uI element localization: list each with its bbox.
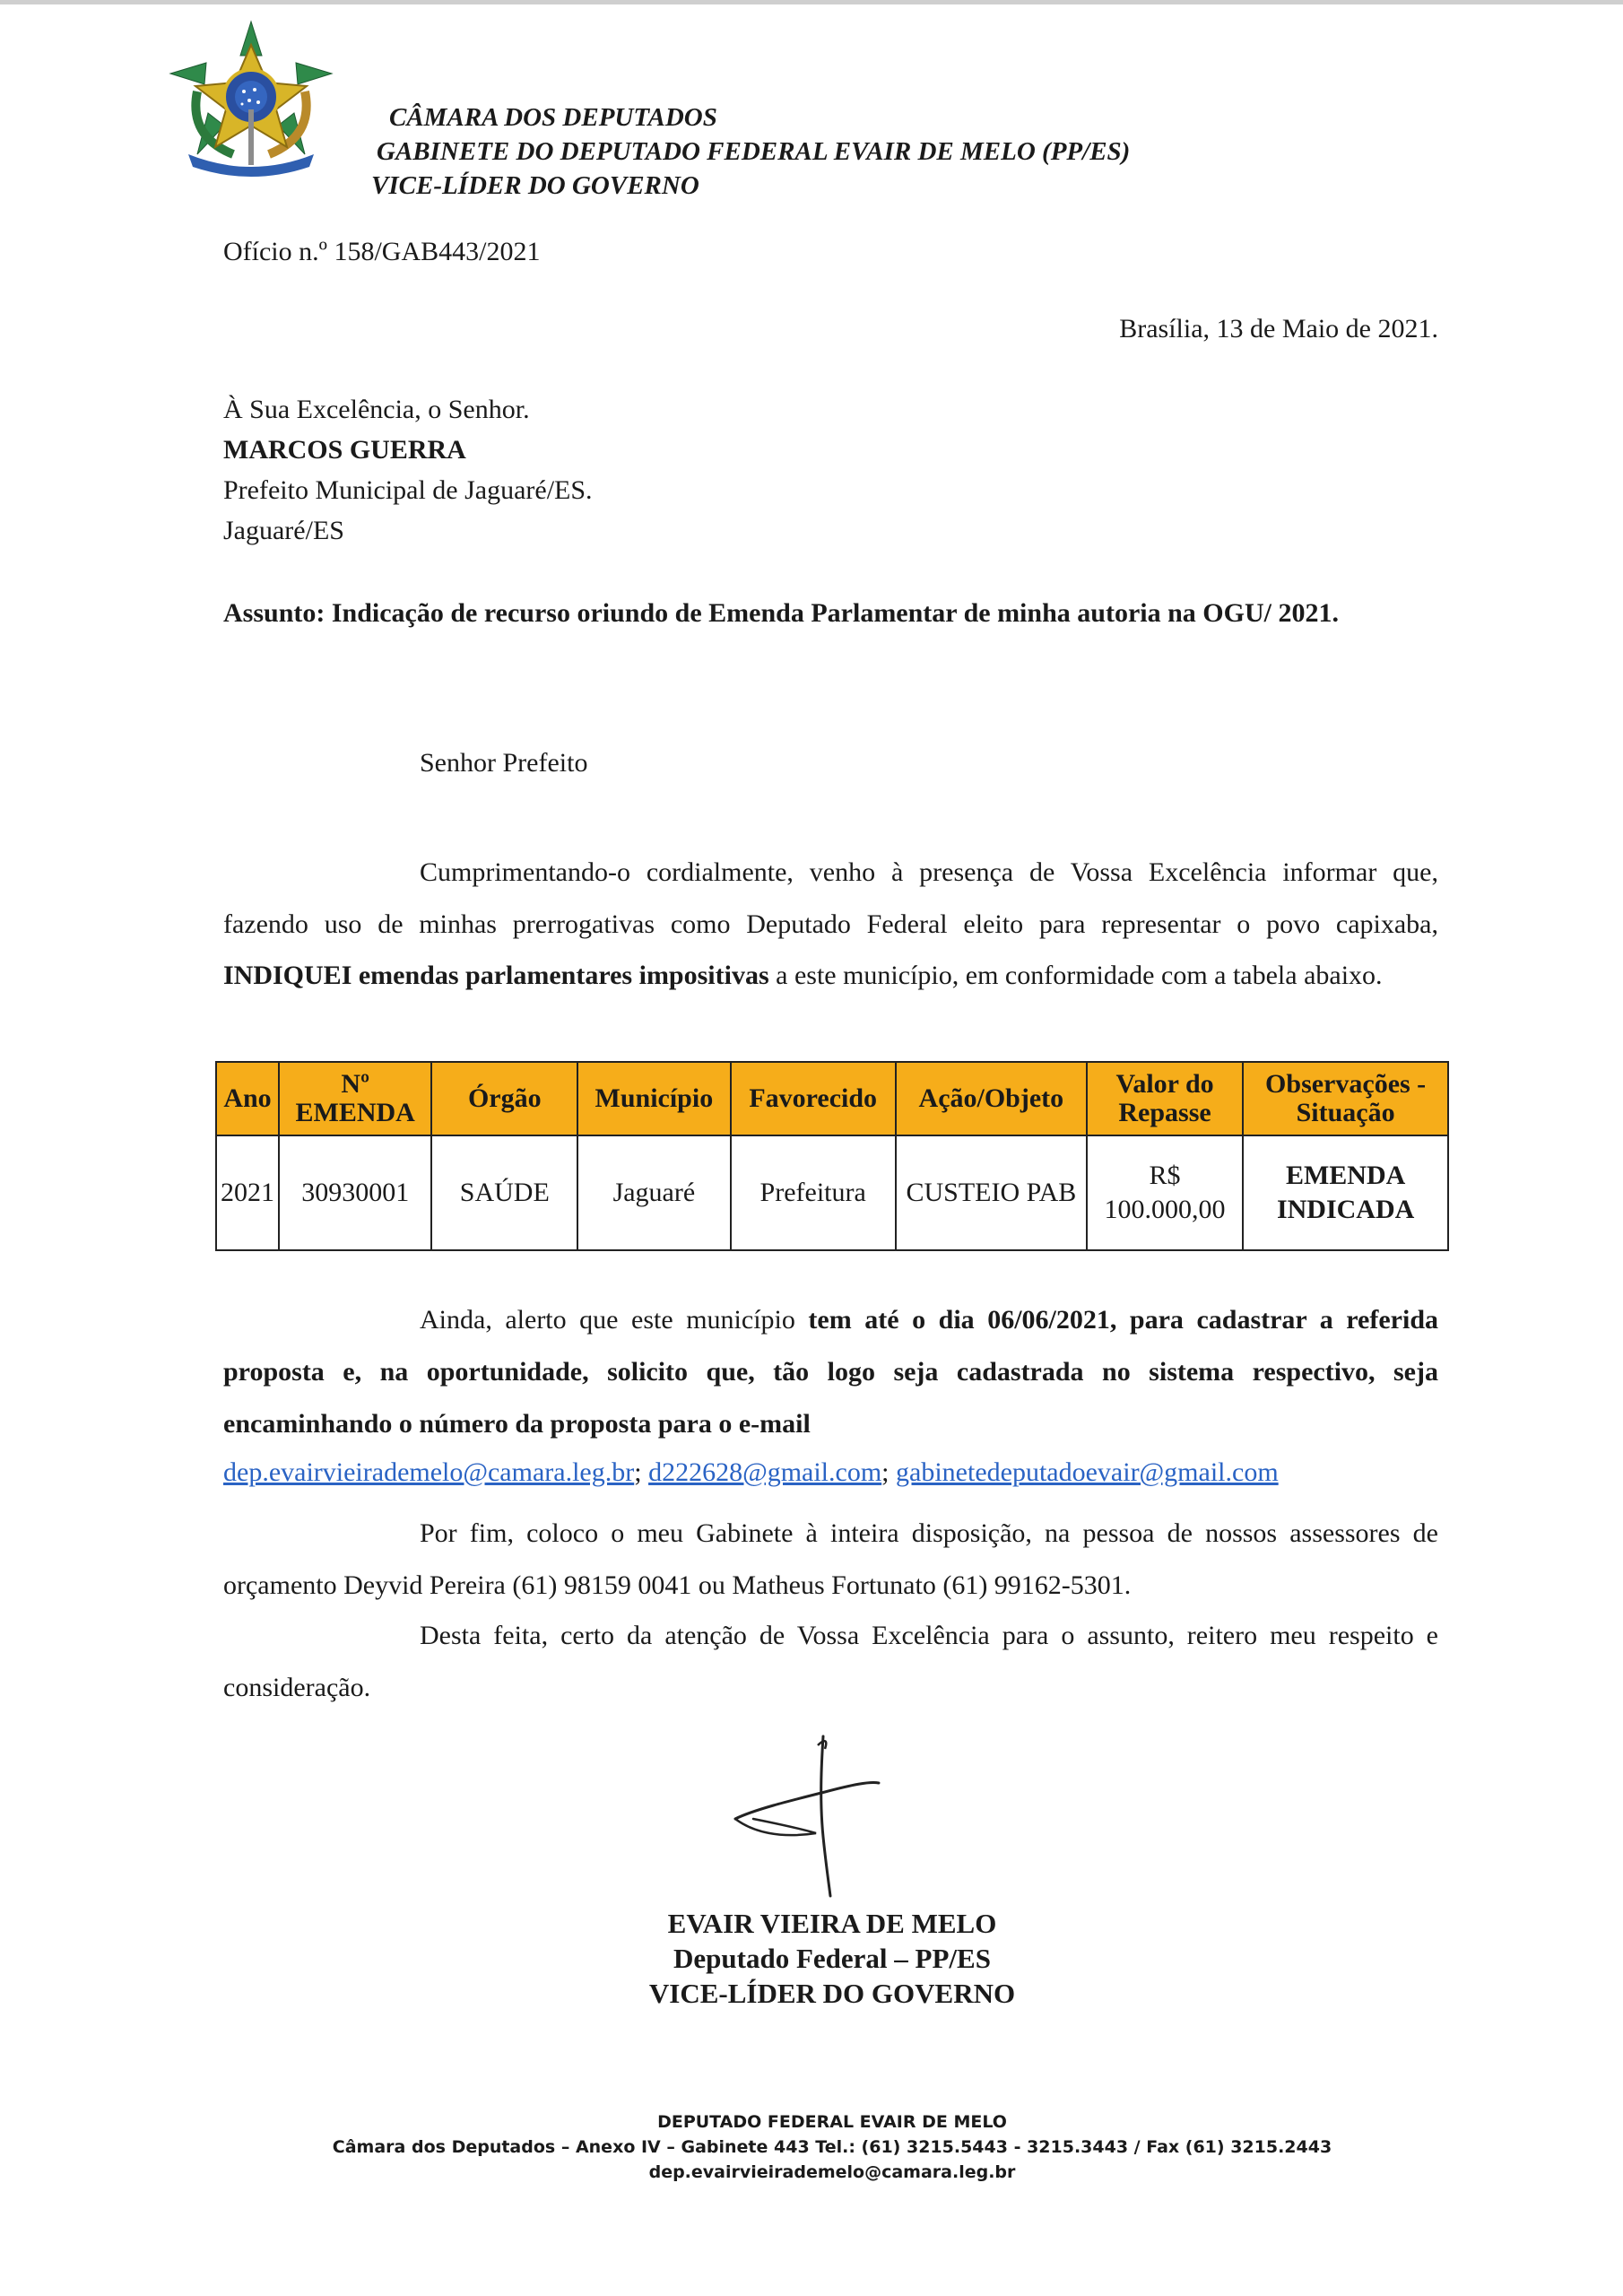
table-header-cell: Favorecido xyxy=(731,1062,896,1135)
table-header-cell: Valor do Repasse xyxy=(1087,1062,1243,1135)
paragraph-intro-text: Cumprimentando-o cordialmente, venho à presença de Vossa Excelência informar que, fazendo uso de minhas prerrogativas como Deputado Federal eleito para representar o povo capixaba, xyxy=(223,857,1438,939)
signatory-role: Deputado Federal – PP/ES xyxy=(673,1943,991,1974)
table-cell: SAÚDE xyxy=(431,1135,577,1250)
salutation: Senhor Prefeito xyxy=(420,748,588,778)
letterhead-line-3: VICE-LÍDER DO GOVERNO xyxy=(371,171,699,200)
signatory-title: VICE-LÍDER DO GOVERNO xyxy=(648,1978,1016,2009)
table-header-cell: Órgão xyxy=(431,1062,577,1135)
footer-line-3: dep.evairvieirademelo@camara.leg.br xyxy=(648,2162,1016,2182)
letterhead-line-1: CÂMARA DOS DEPUTADOS xyxy=(389,103,717,132)
table-header-row xyxy=(216,1062,1448,1135)
subject-line: Assunto: Indicação de recurso oriundo de Emenda Parlamentar de minha autoria na OGU/ 2021. xyxy=(223,598,1339,628)
recipient-city: Jaguaré/ES xyxy=(223,516,344,545)
table-cell: 30930001 xyxy=(279,1135,431,1250)
paragraph-intro-end: a este município, em conformidade com a tabela abaixo. xyxy=(768,961,1383,990)
paragraph-closing: Desta feita, certo da atenção de Vossa Excelência para o assunto, reitero meu respeito e consideração. xyxy=(223,1621,1438,1702)
paragraph-contacts: Por fim, coloco o meu Gabinete à inteira disposição, na pessoa de nossos assessores de orçamento Deyvid Pereira (61) 98159 0041 ou Matheus Fortunato (61) 99162-5301. xyxy=(223,1518,1438,1600)
handwritten-signature-icon xyxy=(717,1729,897,1900)
letterhead xyxy=(371,100,1131,203)
table-header-cell: Nº EMENDA xyxy=(279,1062,431,1135)
paragraph-deadline-text: Ainda, alerto que este município xyxy=(420,1305,809,1335)
amendment-table xyxy=(215,1061,1449,1251)
letterhead-line-2: GABINETE DO DEPUTADO FEDERAL EVAIR DE MELO (PP/ES) xyxy=(377,137,1131,166)
paragraph-deadline-bold: tem até o dia 06/06/2021, para cadastrar a referida proposta e, na oportunidade, solicito que, tão logo seja cadastrada no sistema respectivo, seja encaminhando o número da proposta para o e-mail xyxy=(223,1305,1439,1439)
oficio-number: Ofício n.º 158/GAB443/2021 xyxy=(223,237,541,266)
table-cell: CUSTEIO PAB xyxy=(896,1135,1087,1250)
table-header-cell: Município xyxy=(577,1062,730,1135)
table-header-cell: Observações - Situação xyxy=(1243,1062,1448,1135)
signatory-name: EVAIR VIEIRA DE MELO xyxy=(667,1908,997,1939)
table-cell: 2021 xyxy=(216,1135,279,1250)
table-cell-status: EMENDA INDICADA xyxy=(1243,1135,1448,1250)
paragraph-intro-bold: INDIQUEI emendas parlamentares impositivas xyxy=(223,961,769,990)
recipient-title: Prefeito Municipal de Jaguaré/ES. xyxy=(223,475,593,505)
signature-block xyxy=(0,1906,1623,2011)
footer-line-1: DEPUTADO FEDERAL EVAIR DE MELO xyxy=(657,2112,1007,2132)
footer-line-2: Câmara dos Deputados – Anexo IV – Gabinete 443 Tel.: (61) 3215.5443 - 3215.3443 / Fax (61) 3215.2443 xyxy=(332,2137,1332,2157)
letter-date: Brasília, 13 de Maio de 2021. xyxy=(1119,314,1438,344)
table-header-cell: Ano xyxy=(216,1062,279,1135)
top-border xyxy=(0,0,1623,4)
email-link-camara[interactable]: dep.evairvieirademelo@camara.leg.br xyxy=(223,1457,635,1487)
recipient-name: MARCOS GUERRA xyxy=(223,435,466,465)
footer xyxy=(0,2109,1623,2185)
recipient-block xyxy=(223,389,593,551)
email-link-gmail-1[interactable]: d222628@gmail.com xyxy=(648,1457,882,1487)
paragraph-deadline xyxy=(223,1294,1438,1450)
email-list: dep.evairvieirademelo@camara.leg.br; d222628@gmail.com; gabinetedeputadoevair@gmail.com xyxy=(223,1457,1279,1487)
email-link-gmail-2[interactable]: gabinetedeputadoevair@gmail.com xyxy=(896,1457,1279,1487)
table-cell: R$ 100.000,00 xyxy=(1087,1135,1243,1250)
paragraph-intro xyxy=(223,847,1438,1002)
table-cell: Jaguaré xyxy=(577,1135,730,1250)
recipient-greeting: À Sua Excelência, o Senhor. xyxy=(223,395,530,424)
table-header-cell: Ação/Objeto xyxy=(896,1062,1087,1135)
table-row xyxy=(216,1135,1448,1250)
brazil-coat-of-arms-icon xyxy=(161,20,341,177)
table-cell: Prefeitura xyxy=(731,1135,896,1250)
